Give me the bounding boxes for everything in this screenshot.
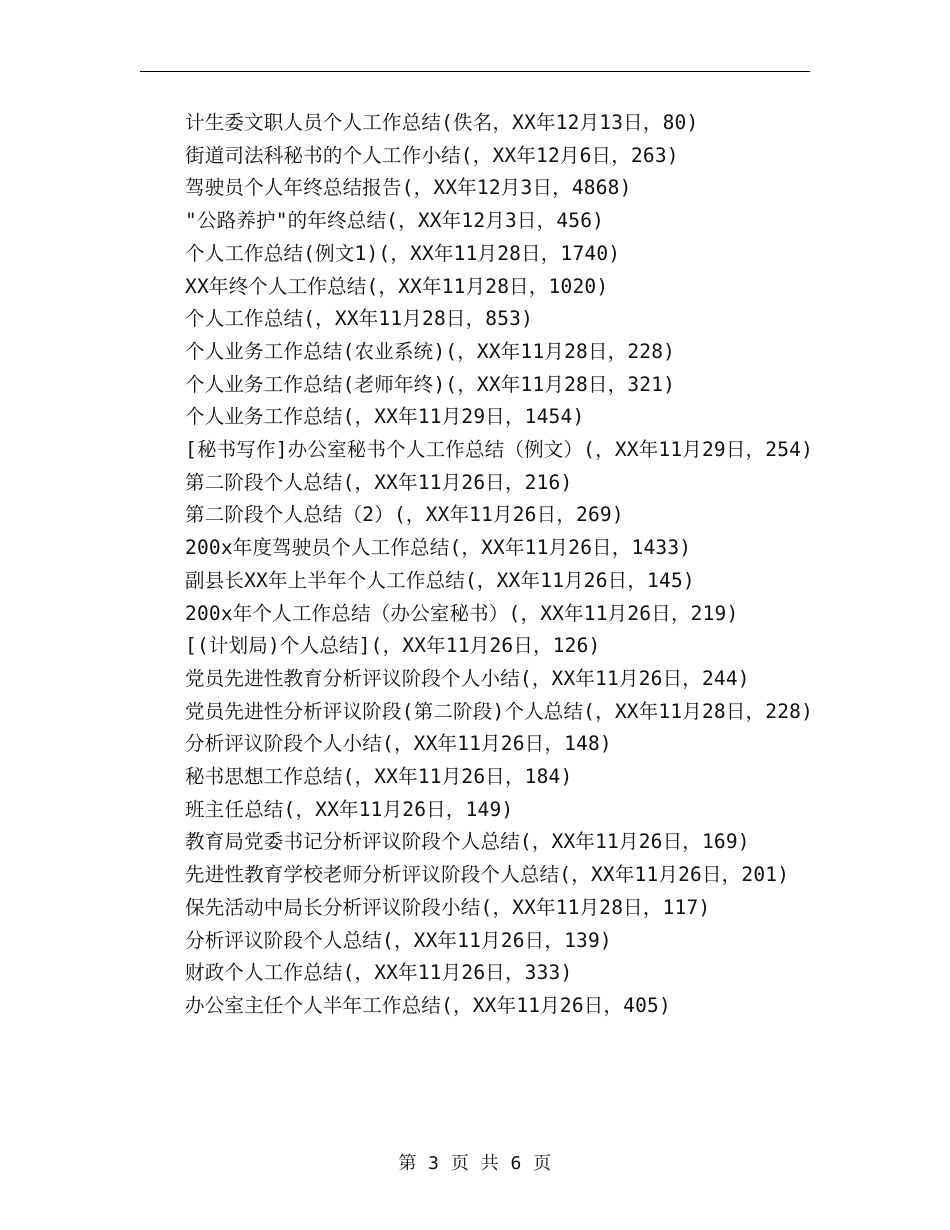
list-item: 副县长XX年上半年个人工作总结(，XX年11月26日，145) (185, 568, 695, 592)
list-item: 第二阶段个人总结（2）(，XX年11月26日，269) (185, 503, 624, 527)
list-item: 分析评议阶段个人小结(，XX年11月26日，148) (185, 732, 612, 756)
list-item: [(计划局)个人总结](，XX年11月26日，126) (185, 634, 601, 658)
header-rule (140, 71, 810, 72)
list-item: 驾驶员个人年终总结报告(，XX年12月3日，4868) (185, 176, 632, 200)
list-item: 秘书思想工作总结(，XX年11月26日，184) (185, 765, 573, 789)
summary-list (140, 107, 815, 1023)
list-item: 第二阶段个人总结(，XX年11月26日，216) (185, 470, 573, 494)
list-item: 班主任总结(，XX年11月26日，149) (185, 797, 514, 821)
list-item: 办公室主任个人半年工作总结(，XX年11月26日，405) (185, 993, 671, 1017)
list-item: 200x年个人工作总结（办公室秘书）(，XX年11月26日，219) (185, 601, 739, 625)
list-item: XX年终个人工作总结(，XX年11月28日，1020) (185, 274, 609, 298)
list-item: 计生委文职人员个人工作总结(佚名，XX年12月13日，80) (185, 111, 699, 134)
list-item: [秘书写作]办公室秘书个人工作总结（例文）(，XX年11月29日，254) (185, 438, 814, 462)
list-item: 200x年度驾驶员个人工作总结(，XX年11月26日，1433) (185, 536, 692, 560)
list-item: 分析评议阶段个人总结(，XX年11月26日，139) (185, 928, 612, 952)
list-item: "公路养护"的年终总结(，XX年12月3日，456) (185, 209, 605, 233)
list-item: 保先活动中局长分析评议阶段小结(，XX年11月28日，117) (185, 895, 711, 919)
list-item: 个人业务工作总结(老师年终)(，XX年11月28日，321) (185, 372, 676, 396)
list-item: 党员先进性分析评议阶段(第二阶段)个人总结(，XX年11月28日，228) (185, 699, 814, 723)
list-item: 个人工作总结(，XX年11月28日，853) (185, 307, 534, 331)
list-item: 教育局党委书记分析评议阶段个人总结(，XX年11月26日，169) (185, 830, 750, 854)
list-item: 党员先进性教育分析评议阶段个人小结(，XX年11月26日，244) (185, 666, 750, 690)
page-number-footer: 第 3 页 共 6 页 (398, 1153, 552, 1174)
list-item: 街道司法科秘书的个人工作小结(，XX年12月6日，263) (185, 143, 679, 167)
list-item: 财政个人工作总结(，XX年11月26日，333) (185, 961, 573, 985)
list-item: 个人业务工作总结(农业系统)(，XX年11月28日，228) (185, 339, 676, 363)
list-item: 先进性教育学校老师分析评议阶段个人总结(，XX年11月26日，201) (185, 863, 790, 887)
list-item: 个人工作总结(例文1)(，XX年11月28日，1740) (185, 241, 621, 265)
list-item: 个人业务工作总结(，XX年11月29日，1454) (185, 405, 585, 429)
